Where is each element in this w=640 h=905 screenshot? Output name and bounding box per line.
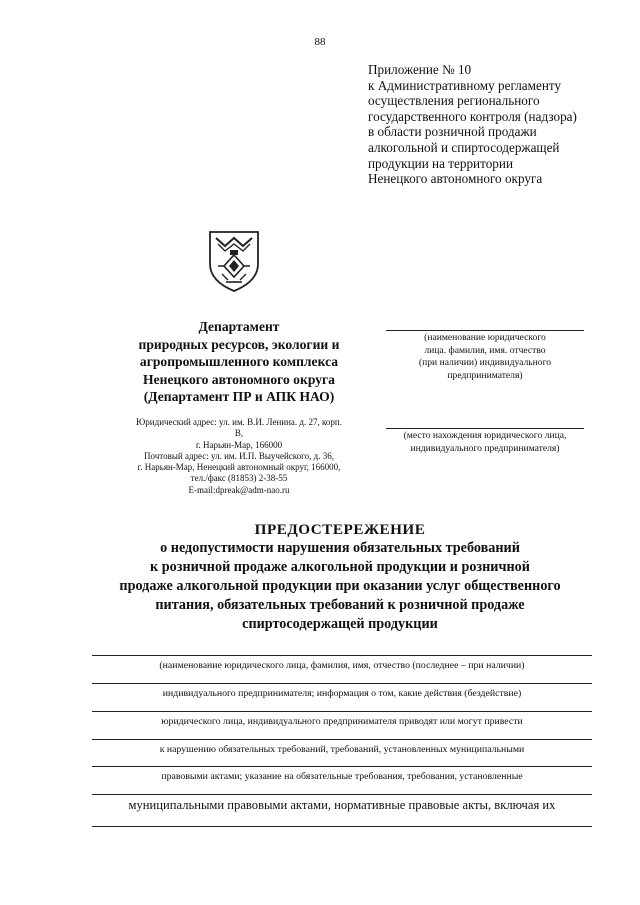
- address-line: тел./факс (81853) 2-38-55: [190, 473, 288, 484]
- department-address: [108, 417, 370, 496]
- department-name-line: природных ресурсов, экологии и: [138, 336, 340, 352]
- coat-of-arms-icon: [206, 228, 262, 294]
- appendix-line: алкогольной и спиртосодержащей: [368, 139, 560, 155]
- document-title: [60, 520, 620, 634]
- title-line: спиртосодержащей продукции: [242, 616, 438, 632]
- caption-line: (место нахождения юридического лица,: [403, 430, 567, 441]
- department-name-line: Департамент: [198, 319, 280, 334]
- recipient-location-caption: [380, 430, 590, 455]
- caption-line: (наименование юридического: [424, 332, 546, 343]
- recipient-name-line: [386, 330, 584, 331]
- page-number: 88: [314, 36, 326, 48]
- caption-line: индивидуального предпринимателя): [410, 442, 560, 454]
- title-line: к розничной продаже алкогольной продукции и розничной: [150, 559, 530, 575]
- address-line: Почтовый адрес: ул. им. И.П. Выучейского, д. 36,: [144, 450, 334, 461]
- form-line: [92, 794, 592, 795]
- address-line: В,: [234, 428, 244, 439]
- form-caption: (наименование юридического лица, фамилия, имя, отчество (последнее – при наличии): [159, 660, 525, 671]
- form-line: [92, 655, 592, 656]
- title-line: о недопустимости нарушения обязательных требований: [160, 540, 520, 556]
- title-line: продаже алкогольной продукции при оказании услуг общественного: [119, 578, 561, 594]
- department-name-line: (Департамент ПР и АПК НАО): [143, 389, 335, 405]
- address-line: E-mail:dpreak@adm-nao.ru: [188, 484, 290, 495]
- form-line: [92, 683, 592, 684]
- form-text-line: муниципальными правовыми актами, нормативные правовые акты, включая их: [128, 798, 556, 812]
- recipient-location-line: [386, 428, 584, 429]
- address-line: г. Нарьян-Мар, 166000: [195, 439, 283, 450]
- form-line: [92, 826, 592, 827]
- recipient-name-caption: [380, 332, 590, 382]
- title-line: питания, обязательных требований к розничной продаже: [155, 597, 525, 613]
- form-caption: юридического лица, индивидуального предпринимателя приводят или могут привести: [161, 716, 523, 727]
- department-name-line: Ненецкого автономного округа: [143, 371, 335, 387]
- department-name: [108, 318, 370, 406]
- appendix-line: к Административному регламенту: [368, 77, 562, 93]
- form-line: [92, 711, 592, 712]
- address-line: г. Нарьян-Мар, Ненецкий автономный округ, 166000,: [137, 462, 341, 473]
- appendix-line: государственного контроля (надзора): [368, 108, 577, 124]
- caption-line: предпринимателя): [447, 369, 523, 381]
- appendix-header: [368, 62, 628, 187]
- title-heading: ПРЕДОСТЕРЕЖЕНИЕ: [254, 521, 426, 538]
- appendix-line: осуществления регионального: [368, 93, 540, 109]
- appendix-line: Ненецкого автономного округа: [368, 171, 543, 187]
- appendix-line: продукции на территории: [368, 155, 514, 171]
- address-line: Юридический адрес: ул. им. В.И. Ленина. д. 27, корп.: [136, 417, 342, 427]
- caption-line: (при наличии) индивидуального: [418, 357, 552, 369]
- form-line: [92, 766, 592, 767]
- form-caption: к нарушению обязательных требований, требований, установленных муниципальными: [159, 744, 525, 755]
- department-name-line: агропромышленного комплекса: [139, 354, 339, 370]
- caption-line: лица. фамилия, имя. отчество: [424, 344, 546, 356]
- form-caption: индивидуального предпринимателя; информация о том, какие действия (бездействие): [162, 688, 522, 699]
- form-line: [92, 739, 592, 740]
- form-caption: правовыми актами; указание на обязательные требования, требования, установленные: [161, 771, 523, 782]
- appendix-line: Приложение № 10: [368, 62, 472, 77]
- appendix-line: в области розничной продажи: [368, 124, 537, 140]
